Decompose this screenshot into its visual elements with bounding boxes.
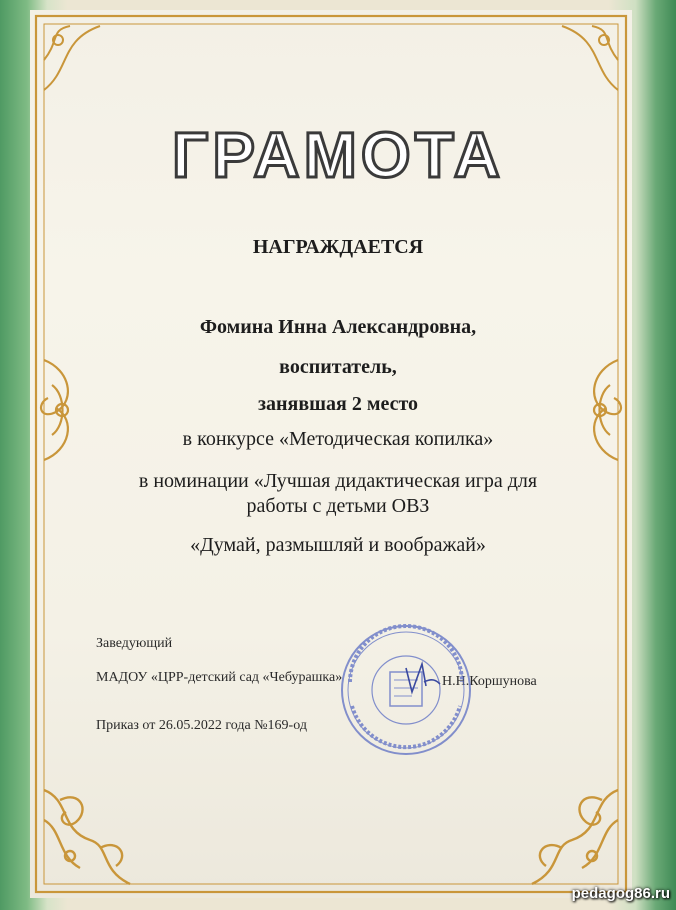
order-number: Приказ от 26.05.2022 года №169-од bbox=[96, 718, 307, 733]
awarded-heading: НАГРАЖДАЕТСЯ bbox=[252, 236, 424, 258]
signer-role: Заведующий bbox=[96, 636, 173, 651]
certificate-title: ГРАМОТА bbox=[172, 119, 504, 191]
recipient-position: воспитатель, bbox=[279, 356, 397, 378]
recipient-name: Фомина Инна Александровна, bbox=[199, 316, 477, 338]
game-title-line: «Думай, размышляй и воображай» bbox=[190, 534, 486, 556]
contest-line: в конкурсе «Методическая копилка» bbox=[182, 428, 494, 450]
place-line: занявшая 2 место bbox=[257, 393, 419, 415]
signer-name: Н.Н.Коршунова bbox=[442, 674, 537, 689]
signer-organization: МАДОУ «ЦРР-детский сад «Чебурашка» bbox=[96, 670, 343, 685]
nomination-line-1: в номинации «Лучшая дидактическая игра для bbox=[138, 470, 538, 492]
nomination-line-2: работы с детьми ОВЗ bbox=[246, 495, 430, 517]
site-watermark: pedagog86.ru bbox=[571, 885, 670, 902]
signature-mark bbox=[406, 664, 440, 692]
official-stamp bbox=[336, 620, 476, 760]
